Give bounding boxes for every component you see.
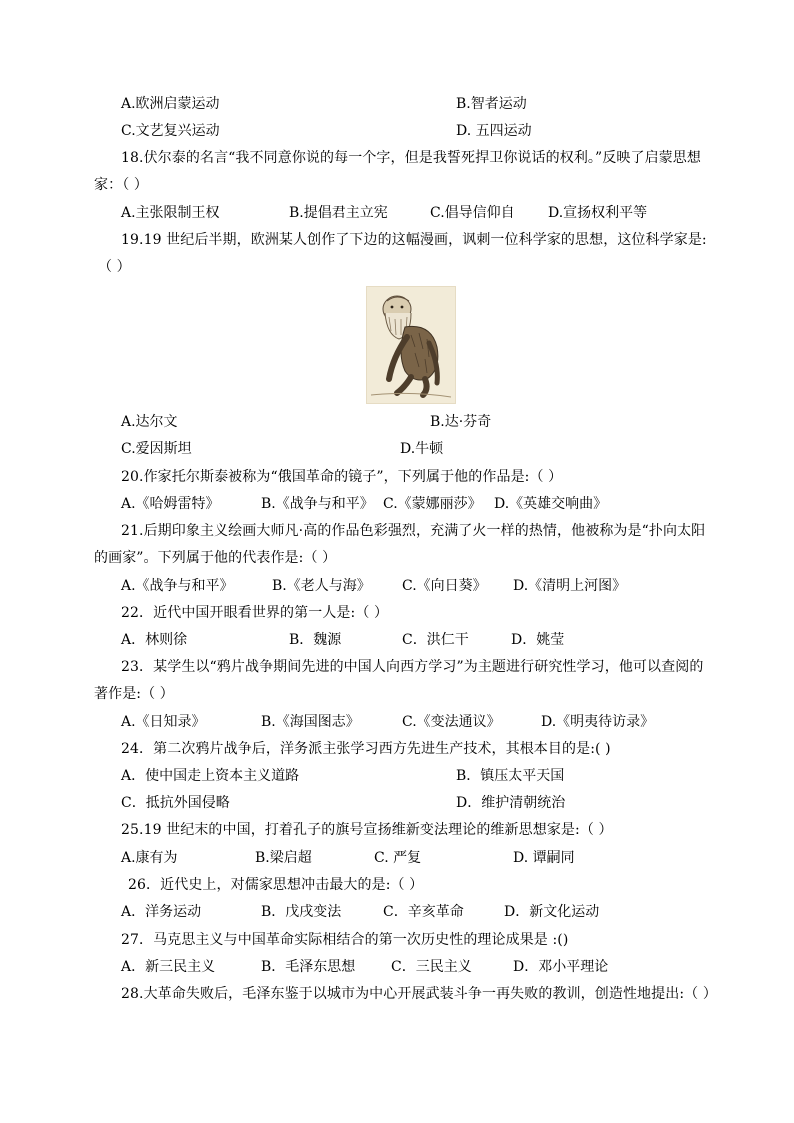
q23-option-c: C.《变法通议》 [402, 714, 501, 730]
q27-option-b: B．毛泽东思想 [261, 959, 356, 975]
q21-stem-line2: 的画家”。下列属于他的代表作是:（ ） [94, 550, 337, 566]
q18-stem-line2: 家：（ ） [94, 177, 148, 193]
q21-stem-line1: 21.后期印象主义绘画大师凡·高的作品色彩强烈，充满了火一样的热情，他被称为是“扑向太阳 [121, 523, 706, 539]
q28-stem: 28.大革命失败后，毛泽东鉴于以城市为中心开展武装斗争一再失败的教训，创造性地提出:（ ） [121, 986, 717, 1002]
q19-option-b: B.达·芬奇 [430, 414, 492, 430]
ape-caricature-icon [367, 287, 455, 403]
q22-option-a: A．林则徐 [121, 632, 188, 648]
q27-stem: 27．马克思主义与中国革命实际相结合的第一次历史性的理论成果是 :() [121, 932, 569, 948]
q22-stem: 22．近代中国开眼看世界的第一人是:（ ） [121, 605, 389, 621]
q25-option-d: D. 谭嗣同 [513, 850, 575, 866]
q21-option-b: B.《老人与海》 [272, 578, 371, 594]
q26-option-a: A．洋务运动 [121, 904, 202, 920]
q18-option-d: D.宣扬权利平等 [548, 205, 648, 221]
q18-option-a: A.主张限制王权 [121, 205, 220, 221]
q18-option-c: C.倡导信仰自 [430, 205, 515, 221]
q24-option-b: B．镇压太平天国 [456, 768, 565, 784]
q24-option-d: D．维护清朝统治 [456, 795, 566, 811]
q21-option-c: C.《向日葵》 [402, 578, 487, 594]
q22-option-b: B．魏源 [289, 632, 342, 648]
q18-stem-line1: 18.伏尔泰的名言“我不同意你说的每一个字，但是我誓死捍卫你说话的权利。”反映了启蒙思想 [121, 150, 701, 166]
q25-option-a: A.康有为 [121, 850, 178, 866]
q17-option-a: A.欧洲启蒙运动 [121, 96, 220, 112]
q20-option-d: D.《英雄交响曲》 [494, 496, 608, 512]
q20-stem: 20.作家托尔斯泰被称为“俄国革命的镜子”，下列属于他的作品是:（ ） [121, 469, 563, 485]
q23-option-d: D.《明夷待访录》 [541, 714, 655, 730]
q20-option-a: A.《哈姆雷特》 [121, 496, 220, 512]
q23-stem-line1: 23．某学生以“鸦片战争期间先进的中国人向西方学习”为主题进行研究性学习，他可以查阅的 [121, 659, 704, 675]
q19-stem-line2: （ ） [98, 259, 131, 275]
q25-option-b: B.梁启超 [255, 850, 312, 866]
q26-stem: 26．近代史上，对儒家思想冲击最大的是:（ ） [128, 877, 424, 893]
q26-option-c: C．辛亥革命 [383, 904, 464, 920]
q17-option-b: B.智者运动 [456, 96, 527, 112]
q26-option-d: D．新文化运动 [504, 904, 600, 920]
q23-option-b: B.《海国图志》 [261, 714, 360, 730]
q23-option-a: A.《日知录》 [121, 714, 206, 730]
q25-stem: 25.19 世纪末的中国，打着孔子的旗号宣扬维新变法理论的维新思想家是:（ ） [121, 822, 613, 838]
q20-option-b: B.《战争与和平》 [261, 496, 374, 512]
q20-option-c: C.《蒙娜丽莎》 [383, 496, 482, 512]
q27-option-a: A．新三民主义 [121, 959, 216, 975]
darwin-caricature-image [366, 286, 456, 404]
q21-option-d: D.《清明上河图》 [513, 578, 627, 594]
q19-stem-line1: 19.19 世纪后半期，欧洲某人创作了下边的这幅漫画，讽刺一位科学家的思想，这位科学家是: [121, 232, 707, 248]
q25-option-c: C. 严复 [374, 850, 422, 866]
q19-option-a: A.达尔文 [121, 414, 178, 430]
q24-option-c: C．抵抗外国侵略 [121, 795, 230, 811]
q19-option-c: C.爱因斯坦 [121, 441, 192, 457]
q17-option-c: C.文艺复兴运动 [121, 123, 220, 139]
q22-option-d: D．姚莹 [511, 632, 565, 648]
q23-stem-line2: 著作是:（ ） [94, 686, 174, 702]
q27-option-c: C．三民主义 [391, 959, 472, 975]
q24-option-a: A．使中国走上资本主义道路 [121, 768, 300, 784]
q27-option-d: D．邓小平理论 [513, 959, 609, 975]
q21-option-a: A.《战争与和平》 [121, 578, 234, 594]
q19-option-d: D.牛顿 [400, 441, 444, 457]
q26-option-b: B．戊戌变法 [261, 904, 342, 920]
q22-option-c: C．洪仁干 [402, 632, 469, 648]
q24-stem: 24．第二次鸦片战争后，洋务派主张学习西方先进生产技术，其根本目的是:( ) [121, 741, 611, 757]
q17-option-d: D. 五四运动 [456, 123, 532, 139]
q18-option-b: B.提倡君主立宪 [289, 205, 388, 221]
